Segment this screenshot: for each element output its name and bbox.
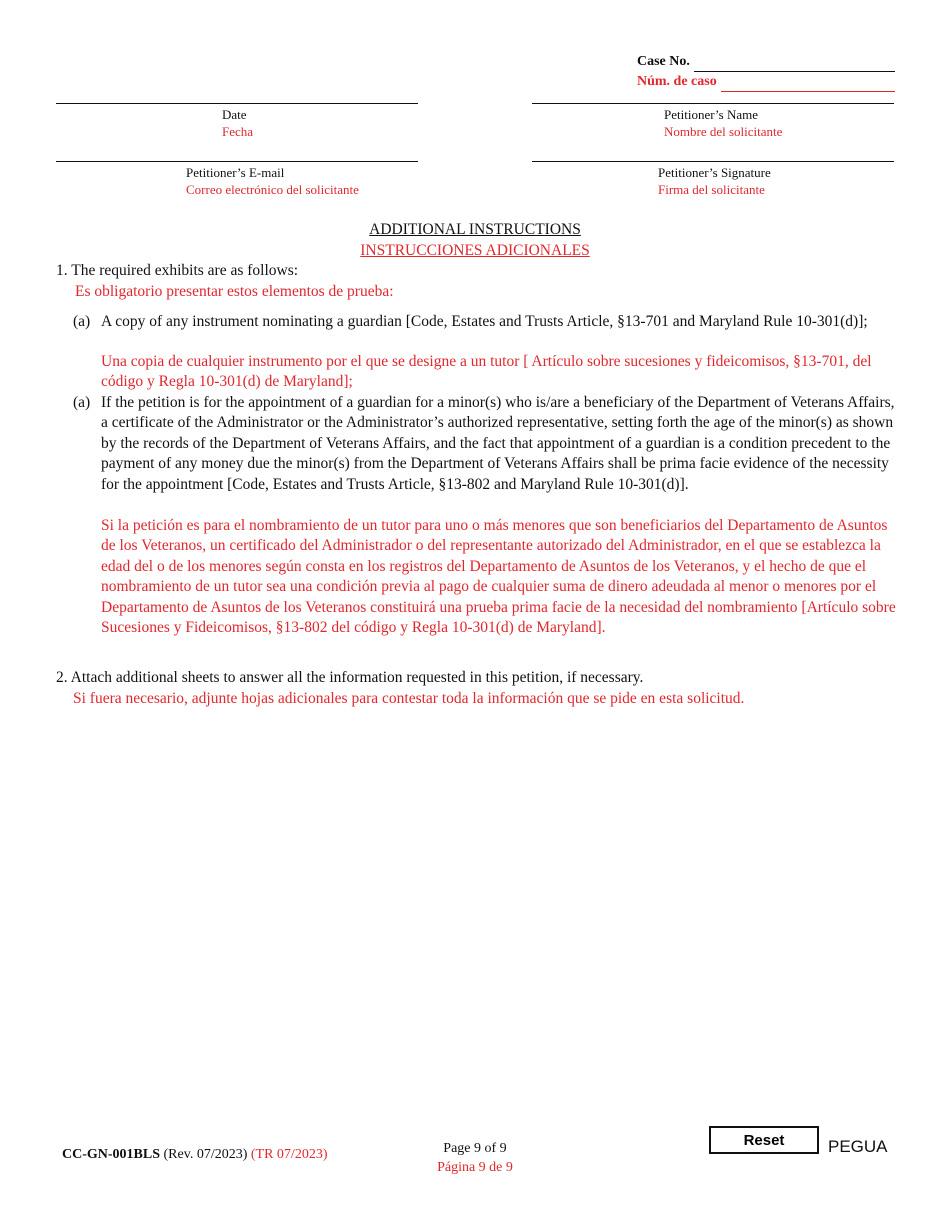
petitioner-email-field[interactable] [56,161,418,202]
case-number-field-es [637,72,895,92]
petitioner-email-label-es: Correo electrónico del solicitante [186,182,359,197]
item-1-heading: 1. The required exhibits are as follows: [56,262,299,279]
item-2-text: 2. Attach additional sheets to answer all the information requested in this petition, if necessary. [56,669,644,686]
form-id: CC-GN-001BLS [62,1147,161,1162]
case-number-label-es: Núm. de caso [637,74,717,89]
sub-a1-text-es: Una copia de cualquier instrumento por el que se designe a un tutor [ Artículo sobre sucesiones y fideicomisos, §13-701, del código y Regla 10-301(d) de Maryland]; [101,353,872,391]
petitioner-name-label-es: Nombre del solicitante [664,124,783,139]
case-number-label: Case No. [637,54,690,69]
sub-a1-text: A copy of any instrument nominating a guardian [Code, Estates and Trusts Article, §13-701 and Maryland Rule 10-301(d)]; [101,313,868,330]
petitioner-signature-label-es: Firma del solicitante [658,182,765,197]
date-label-es: Fecha [222,124,254,139]
reset-button[interactable]: Reset [709,1126,819,1154]
instructions-title-en: ADDITIONAL INSTRUCTIONS [369,221,581,238]
item-1-heading-es: Es obligatorio presentar estos elementos de prueba: [75,283,394,300]
sub-a1-marker: (a) [73,313,91,330]
case-number-line-es [721,77,895,92]
date-field[interactable] [56,103,418,144]
petitioner-signature-label: Petitioner’s Signature [658,165,771,180]
case-number-field[interactable] [637,52,895,72]
petitioner-email-label: Petitioner’s E-mail [186,165,285,180]
case-number-line[interactable] [694,57,895,72]
language-code: PEGUA [828,1137,888,1156]
form-revision: (Rev. 07/2023) [163,1147,248,1162]
instructions-title [0,220,950,240]
instructions-title-es-text: INSTRUCCIONES ADICIONALES [360,242,590,259]
petitioner-name-label: Petitioner’s Name [664,107,758,122]
form-translation-revision: (TR 07/2023) [250,1147,328,1162]
petitioner-signature-field[interactable] [532,161,894,202]
sub-a2-marker: (a) [73,394,91,411]
page-number-en: Page 9 of 9 [443,1141,507,1156]
petitioner-name-field[interactable] [532,103,894,144]
instructions-title-es [0,241,950,261]
sub-a2-text: If the petition is for the appointment of a guardian for a minor(s) who is/are a beneficiary of the Department of Veterans Affairs, a certificate of the Administrator or the Administrator’s authorized representative, setting forth the age of the minor(s) as shown by the records of the Department of Veterans Affairs, and the fact that appointment of a guardian is a condition precedent to the payment of any money due the minor(s) from the Department of Veterans Affairs shall be prima facie evidence of the necessity for the appointment [Code, Estates and Trusts Article, §13-802 and Maryland Rule 10-301(d)]. [101,394,895,493]
item-2-text-es: Si fuera necesario, adjunte hojas adicionales para contestar toda la información que se pide en esta solicitud. [73,690,745,707]
sub-a2-text-es: Si la petición es para el nombramiento de un tutor para uno o más menores que son beneficiarios del Departamento de Asuntos de los Veteranos, un certificado del Administrador o del representante autorizado del Administrador, en el que se establezca la edad del o de los menores según consta en los registros del Departamento de Asuntos de los Veteranos, y el hecho de que el nombramiento de un tutor sea una condición previa al pago de cualquier suma de dinero adeudada al menor o menores por el Departamento de Asuntos de los Veteranos constituirá una prueba prima facie de la necesidad del nombramiento [Artículo sobre Sucesiones y Fideicomisos, §13-802 del código y Regla 10-301(d) de Maryland]. [101,517,896,637]
date-label: Date [222,107,247,122]
page-number-es: Página 9 de 9 [437,1160,513,1175]
